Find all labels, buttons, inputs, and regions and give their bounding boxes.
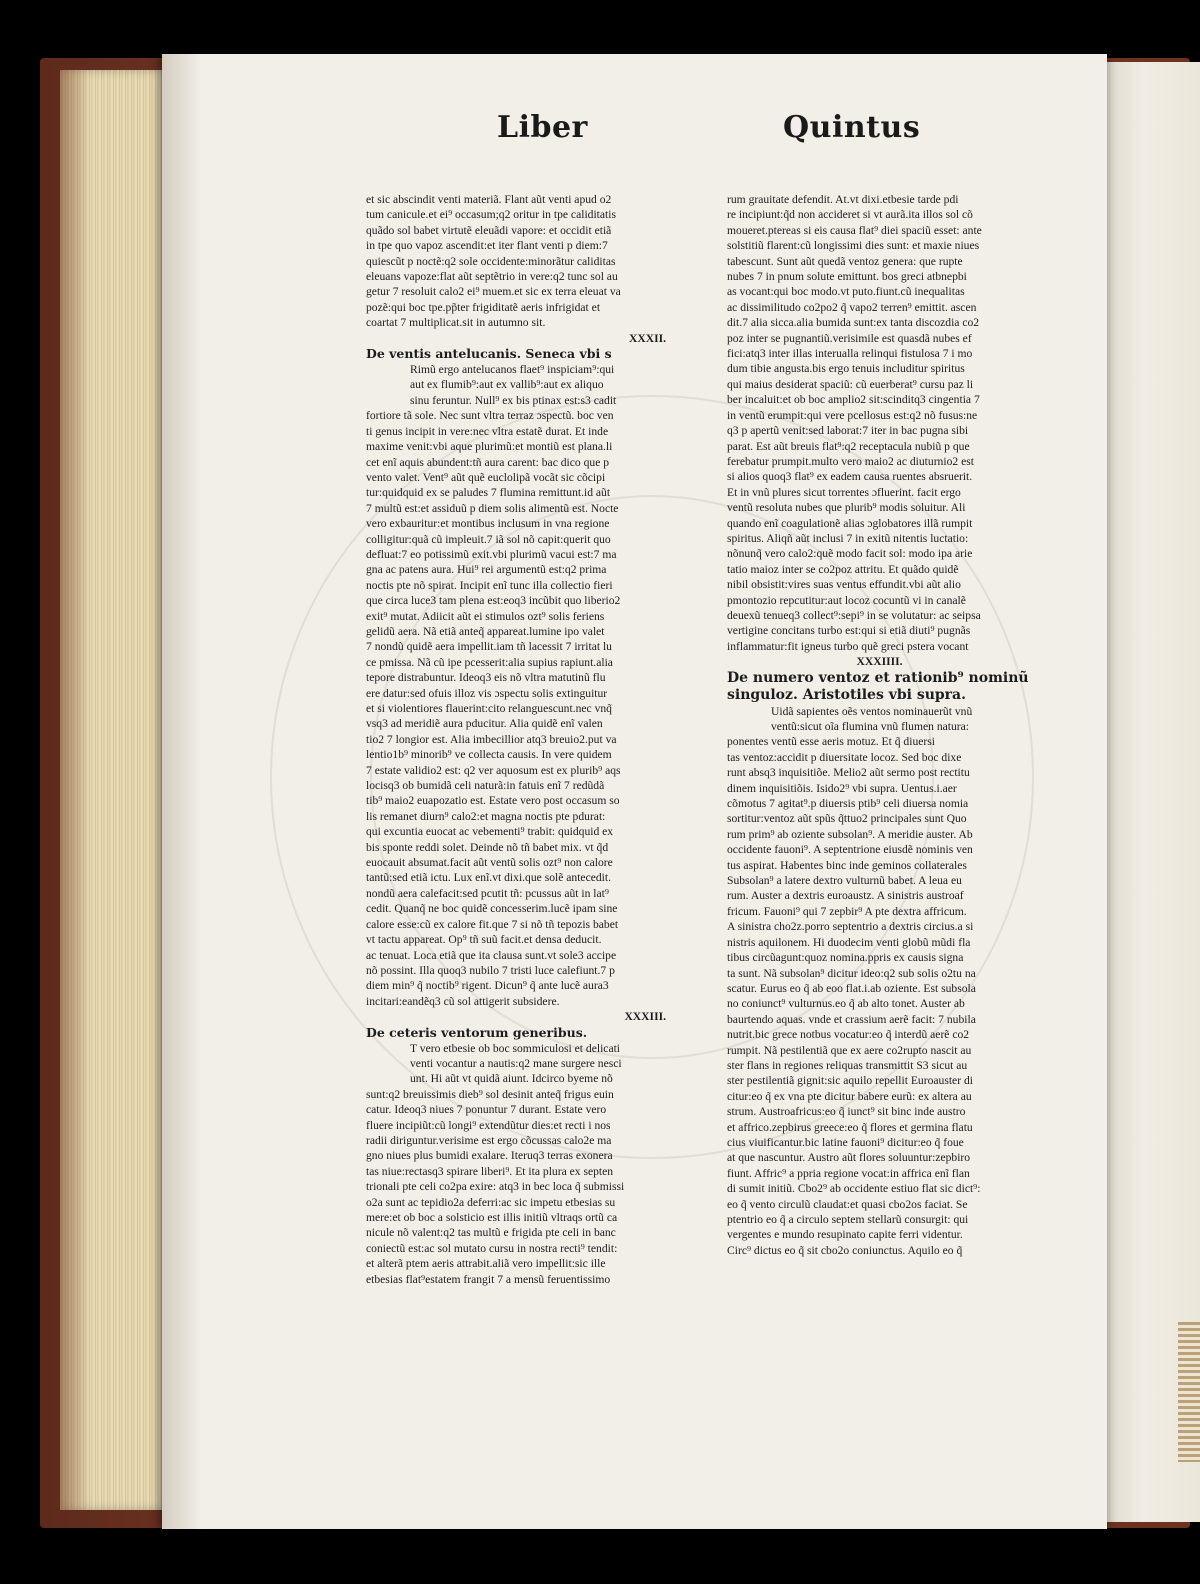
text-line: solstitiũ flarent:cũ longissimi dies sunt: et maxie niues xyxy=(727,239,980,253)
running-head-left: Liber xyxy=(497,110,588,145)
text-line: et sic abscindit venti materiã. Flant aũt venti apud o2 xyxy=(366,193,612,206)
text-line: incitari:eandẽq3 cũ sol attigerit subsidere. xyxy=(366,994,560,1008)
text-line: catur. Ideoq3 niues 7 ponuntur 7 durant. Estate vero xyxy=(366,1103,607,1117)
text-line: vento valet. Vent⁹ aũt quẽ euclolipã vocãt sic cõcipi xyxy=(366,470,606,484)
text-line: tib⁹ maio2 euapozatio est. Estate vero post occasum so xyxy=(366,794,620,808)
text-line: nicule nõ valent:q2 tas multũ e frigida pte celi in banc xyxy=(366,1226,616,1240)
text-line: ce pmissa. Nã cũ ipe pcesserit:alia supius rapiunt.alia xyxy=(366,655,613,669)
text-line: fluere incipiũt:cũ longi⁹ extendũtur dies:et recti i nos xyxy=(366,1118,611,1132)
left-paragraph-2 xyxy=(366,408,666,1009)
text-line: radii diriguntur.verisime est ergo cõcussas calo2e ma xyxy=(366,1133,612,1147)
text-line: tio2 7 longior est. Alia imbecillior atq3 breuio2.put va xyxy=(366,732,617,746)
text-line: getur 7 resoluit calo2 ei⁹ muem.et sic ex terra eleuat va xyxy=(366,285,621,299)
text-line: et alterã ptem aeris attrabit.aliã vero impellit:sic ille xyxy=(366,1257,606,1271)
chapter-number: XXXIIII. xyxy=(856,655,903,669)
text-line: colligitur:quã cũ impleuit.7 iã sol nõ capit:querit quo xyxy=(366,532,611,546)
text-line: Rimũ ergo antelucanos flaet⁹ inspiciam⁹:qui xyxy=(410,363,615,377)
text-line: Circ⁹ dictus eo q̃ sit cbo2o coniunctus. Aquilo eo q̃ xyxy=(727,1243,963,1257)
text-line: si alios quoq3 flat⁹ ex eadem causa ruentes absruerit. xyxy=(727,470,973,484)
text-line: nõ possint. Illa quoq3 nubilo 7 tristi luce calefiunt.7 p xyxy=(366,963,615,977)
text-line: in tpe quo vapoz ascendit:et iter flant venti p diem:7 xyxy=(366,239,608,253)
text-line: scatur. Eurus eo q̃ ab eoo flat.i.ab oziente. Est subsola xyxy=(727,981,976,995)
left-paragraph-3 xyxy=(366,1087,666,1287)
text-line: venti vocantur a nautis:q2 mane surgere nesci xyxy=(410,1056,622,1070)
running-head-right: Quintus xyxy=(783,110,921,145)
text-line: gna ac patens aura. Hui⁹ rei argumentũ est:q2 prima xyxy=(366,563,607,577)
text-line: ac dissimilitudo co2po2 q̃ vapo2 terren⁹ emittit. ascen xyxy=(727,300,977,314)
text-line: re incipiunt:q̃d non accideret si vt aurã.ita illos sol cõ xyxy=(727,208,973,222)
text-line: tum canicule.et ei⁹ occasum;q2 oritur in tpe caliditatis xyxy=(366,208,617,222)
text-line: gno niues plus bumidi exalare. Iteruq3 terras exonera xyxy=(366,1149,613,1163)
text-line: nondũ aera calefacit:sed pcutit tñ: pcussus aũt in lat⁹ xyxy=(366,886,609,900)
text-line: nibil obsistit:vires suas ventus effundit.vbi aũt alio xyxy=(727,578,961,592)
text-line: exit⁹ mutat. Adiicit aũt ei stimulos ozt⁹ solis feriens xyxy=(366,609,605,623)
chapter-number: XXXIII. xyxy=(624,1010,666,1024)
chapter-heading-cont: singuloz. Aristotiles vbi supra. xyxy=(727,686,966,703)
text-line: quãdo sol babet virtutẽ eleuãdi vapore: et occidit etiã xyxy=(366,223,612,237)
text-line: que circa luce3 tam plena est:eoq3 incũbit quo liberio2 xyxy=(366,594,621,608)
text-line: fricum. Fauoni⁹ qui 7 zepbir⁹ A pte dextra affricum. xyxy=(727,904,967,918)
text-line: deuexũ tenueq3 collect⁹:sepi⁹ in se volutatur: ac seipsa xyxy=(727,608,981,622)
text-line: moueret.ptereas si eis causa flat⁹ diei spaciũ esset: ante xyxy=(727,223,982,237)
text-line: coartat 7 multiplicat.sit in autumno sit. xyxy=(366,316,546,330)
text-line: ta sunt. Nã subsolan⁹ dicitur ideo:q2 sub solis o2tu na xyxy=(727,966,976,980)
text-line: rum grauitate defendit. At.vt dixi.etbesie tarde pdi xyxy=(727,193,959,206)
text-line: tur:quidquid ex se paludes 7 flumina remittunt.id aũt xyxy=(366,486,611,500)
right-text-column xyxy=(727,192,1032,1258)
text-line: pozẽ:qui boc tpe.pp̃ter frigiditatẽ aeris infrigidat et xyxy=(366,300,601,314)
text-line: o2a sunt ac tepidio2a deferri:ac sic impetu etbesias su xyxy=(366,1195,616,1209)
text-line: tatio maioz inter se co2poz attritu. Et quãdo quidẽ xyxy=(727,562,959,576)
left-text-column xyxy=(366,192,666,1287)
right-paragraph-2 xyxy=(727,734,1032,1258)
text-line: baurtendo aquas. vnde et crassium aerẽ facit: 7 nubila xyxy=(727,1012,976,1026)
text-line: dit.7 alia sicca.alia bumida sunt:ex tanta discozdia co2 xyxy=(727,316,980,330)
text-line: et affrico.zepbirus greece:eo q̃ flores et germina flatu xyxy=(727,1120,973,1134)
chapter-number: XXXII. xyxy=(628,331,666,345)
text-line: ponentes ventũ esse aeris motuz. Et q̃ diuersi xyxy=(727,735,935,749)
text-line: ferebatur prumpit.multo vero maio2 ac diuturnio2 est xyxy=(727,454,974,468)
text-line: Uidã sapientes oẽs ventos nominauerũt vnũ xyxy=(771,704,973,718)
text-line: cõmotus 7 agitat⁹.p diuersis ptib⁹ celi diuersa nomia xyxy=(727,797,969,811)
text-line: eleuans vapoze:flat aũt septẽtrio in vere:q2 tunc sol au xyxy=(366,270,618,284)
text-line: et si violentiores flauerint:cito relanguescunt.nec vnq̃ xyxy=(366,702,612,715)
text-line: fortiore tã sole. Nec sunt vltra terraz ɔspectũ. boc ven xyxy=(366,409,614,423)
text-line: sunt:q2 breuissimis dieb⁹ sol desinit anteq̃ frigus euin xyxy=(366,1087,614,1101)
text-line: vsq3 ad meridiẽ aura pducitur. Alia quidẽ enĩ valen xyxy=(366,717,603,731)
adjacent-page xyxy=(1105,62,1200,1522)
text-line: vero exbauritur:et montibus inclusum in vna regione xyxy=(366,517,610,531)
text-line: fiunt. Affric⁹ a ppria regione vocat:in affrica enĩ flan xyxy=(727,1166,970,1180)
text-line: ptentrio eo q̃ a circulo septem stellarũ consurgit: qui xyxy=(727,1213,969,1226)
text-line: ster pestilentiã gignit:sic aquilo repellit Euroauster di xyxy=(727,1074,973,1088)
text-line: 7 nondũ quidẽ aera impellit.iam tñ lacessit 7 irritat lu xyxy=(366,640,612,654)
text-line: quiescũt p noctẽ:q2 sole occidente:minorãtur caliditas xyxy=(366,254,616,268)
text-line: ber incaluit:et ob boc amplio2 sit:scinditq3 cingentia 7 xyxy=(727,393,980,407)
text-line: T vero etbesie ob boc sommiculosi et delicati xyxy=(410,1041,621,1055)
text-line: trionali pte celi co2pa exire: atq3 in bec loca q̃ submissi xyxy=(366,1180,625,1194)
text-line: nubes 7 in pnum solute emittunt. bos greci atbnepbi xyxy=(727,270,967,284)
ribbon-marker xyxy=(1178,1322,1200,1462)
text-line: calore esse:cũ ex calore fit.que 7 si nõ tñ tepozis babet xyxy=(366,917,619,931)
text-line: maxime venit:vbi aque plurimũ:et montiũ est plana.li xyxy=(366,440,613,454)
text-line: A sinistra cho2z.porro septentrio a dextris circius.a si xyxy=(727,920,974,934)
text-line: bis sponte reddi solet. Deinde nõ tñ babet mix. vt q̃d xyxy=(366,840,609,854)
text-line: tepore distrabuntur. Ideoq3 eis nõ vltra matutinũ flu xyxy=(366,671,606,685)
text-line: locisq3 ob bumidã celi naturã:in fatuis enĩ 7 redũdã xyxy=(366,779,605,793)
text-line: tas niue:rectasq3 spirare liberi⁹. Et ita plura ex septen xyxy=(366,1164,614,1178)
text-line: ac tenuat. Loca etiã que ita clausa sunt.vt sole3 accipe xyxy=(366,948,617,962)
text-line: ster flans in regiones reliquas transmittit S3 sicut au xyxy=(727,1058,968,1072)
text-line: aut ex flumib⁹:aut ex vallib⁹:aut ex aliquo xyxy=(410,378,604,392)
text-line: Et in vnũ plures sicut torrentes ɔfluerint. facit ergo xyxy=(727,485,961,499)
text-line: noctis pte nõ spirat. Incipit enĩ tunc illa collectio fieri xyxy=(366,578,613,592)
text-line: cius viuificantur.bic latine fauoni⁹ dicitur:eo q̃ foue xyxy=(727,1135,964,1149)
left-paragraph-1 xyxy=(366,192,666,331)
text-line: lentio1b⁹ minorib⁹ ve collecta causis. In vere quidem xyxy=(366,748,612,762)
text-line: sortitur:ventoz aũt spũs q̃ttuo2 principales sunt Quo xyxy=(727,812,967,826)
text-line: tus aspirat. Habentes binc inde geminos collaterales xyxy=(727,858,967,872)
text-line: cedit. Quanq̃ ne boc quidẽ concesserim.lucẽ ipam sine xyxy=(366,902,618,916)
text-line: euocauit absumat.facit aũt ventũ solis ozt⁹ non calore xyxy=(366,856,613,870)
text-line: at que nascuntur. Austro aũt flores soluuntur:zepbiro xyxy=(727,1151,971,1165)
left-paragraph-2-indent xyxy=(366,362,666,408)
text-line: tas ventoz:accidit p diuersitate locoz. Sed boc dixe xyxy=(727,750,962,764)
text-line: dinem inquisitiõis. Isido2⁹ vbi supra. Uentus.i.aer xyxy=(727,781,957,795)
text-line: qui excuntia euocat ac vebementi⁹ trabit: quidquid ex xyxy=(366,825,614,839)
text-line: ti genus incipit in vere:nec vltra estatẽ durat. Et inde xyxy=(366,424,609,438)
right-paragraph-1 xyxy=(727,192,1032,654)
text-line: in ventũ erumpit:qui vere pcellosus est:q2 nõ fusus:ne xyxy=(727,408,978,422)
text-line: cet enĩ aquis abundent:tñ aura carent: bac dico que p xyxy=(366,455,610,469)
text-line: rum. Auster a dextris euroaustz. A sinistris austroaf xyxy=(727,889,964,903)
text-line: sinu feruntur. Null⁹ ex bis ptinax est:s3 cadit xyxy=(410,393,617,407)
text-line: 7 estate validio2 est: q2 ver aquosum est ex plurib⁹ aqs xyxy=(366,763,621,777)
text-line: poz inter se pugnantiũ.verisimile est quasdã nubes ef xyxy=(727,331,972,345)
chapter-heading: De ceteris ventorum generibus. xyxy=(366,1024,588,1040)
text-line: coniectũ est:ac sol mutato cursu in nostra recti⁹ tendit: xyxy=(366,1241,618,1255)
chapter-heading: De ventis antelucanis. Seneca vbi s xyxy=(366,346,612,362)
text-line: strum. Austroafricus:eo q̃ iunct⁹ sit binc inde austro xyxy=(727,1105,966,1119)
text-line: qui maius desiderat spaciũ: cũ euerberat⁹ cursu paz li xyxy=(727,377,974,391)
text-line: nutrit.bic grece notbus vocatur:eo q̃ interdũ aerẽ co2 xyxy=(727,1028,970,1042)
text-line: dum tibie angusta.bis ergo tenuis includitur spiritus xyxy=(727,362,965,376)
text-line: occidente fauoni⁹. A septentrione eiusdẽ nominis ven xyxy=(727,843,973,857)
text-line: lis remanet diurn⁹ calo2:et magna noctis pte pdurat: xyxy=(366,809,606,823)
text-line: diem min⁹ q̃ noctib⁹ rigent. Dicun⁹ q̃ ante lucẽ aura3 xyxy=(366,979,609,993)
right-paragraph-2-indent xyxy=(727,704,1032,735)
text-line: Subsolan⁹ a latere dextro vulturnũ babet. A leua eu xyxy=(727,874,962,888)
text-line: ventũ resoluta nubes que plurib⁹ modis soluitur. Ali xyxy=(727,501,966,515)
text-line: citur:eo q̃ ex vna pte dicitur babere eurũ: ex altera au xyxy=(727,1089,972,1103)
text-line: rum prim⁹ ab oziente subsolan⁹. A meridie auster. Ab xyxy=(727,827,973,841)
text-line: vertigine concitans turbo est:qui si etiã diuti⁹ pugnãs xyxy=(727,624,971,638)
text-line: spiritus. Aliqñ aũt inclusi 7 in exitũ nitentis luctatio: xyxy=(727,531,969,545)
chapter-heading: De numero ventoz et rationib⁹ nominũ xyxy=(727,669,1029,686)
text-line: runt absq3 inquisitiõe. Melio2 aũt sermo post rectitu xyxy=(727,766,970,780)
text-line: no coniunct⁹ vulturnus.eo q̃ ab alto tonet. Auster ab xyxy=(727,997,965,1011)
text-line: parat. Est aũt breuis flat⁹:q2 receptacula nubiũ p que xyxy=(727,439,970,453)
text-line: pmontozio repcutitur:aut locoz cocuntũ vi in canalẽ xyxy=(727,593,966,607)
text-line: rumpit. Nã pestilentiã que ex aere co2rupto nascit au xyxy=(727,1043,972,1057)
text-line: mere:et ob boc a solsticio est illis initiũ vltraqs ortũ ca xyxy=(366,1211,618,1224)
text-line: defluat:7 eo potissimũ exit.vbi plurimũ vacui est:7 ma xyxy=(366,547,617,561)
text-line: nistris aquilonem. Hi duodecim venti globũ mũdi fla xyxy=(727,935,971,949)
text-line: unt. Hi aũt vt quidã aiunt. Idcirco byeme nõ xyxy=(410,1072,613,1086)
text-line: 7 multũ est:et assiduũ p diem solis alimentũ est. Nocte xyxy=(366,501,619,515)
text-line: ventũ:sicut oĩa flumina vnũ flumen natura: xyxy=(771,720,970,733)
text-line: di sumit initiũ. Cbo2⁹ ab occidente estiuo flat sic dict⁹: xyxy=(727,1182,981,1196)
text-line: q3 p apertũ venit:sed laborat:7 iter in bac pugna sibi xyxy=(727,424,969,438)
text-line: tabescunt. Sunt aũt quedã ventoz genera: que rupte xyxy=(727,254,963,268)
text-line: etbesias flat⁹estatem frangit 7 a mensũ feruentissimo xyxy=(366,1272,611,1286)
text-line: gelidũ aera. Nã etiã anteq̃ appareat.lumine ipo valet xyxy=(366,624,605,638)
page-edges xyxy=(60,70,170,1510)
text-line: tantũ:sed etiã ictu. Lux enĩ.vt dixi.que solẽ antecedit. xyxy=(366,871,612,885)
text-line: vt tactu appareat. Op⁹ tñ suũ facit.et densa deducit. xyxy=(366,933,602,947)
text-line: eo q̃ vento circulũ claudat:et quasi cbo2os faciat. Se xyxy=(727,1197,968,1211)
text-line: quando enĩ coagulationẽ alias ɔglobatores illã rumpit xyxy=(727,516,973,530)
text-line: tibus circũagunt:quoz nomina.ppris ex causis signa xyxy=(727,951,964,965)
text-line: ere datur:sed ofuis illoz vis ɔspectu solis extinguitur xyxy=(366,686,608,700)
text-line: inflammatur:fit igneus turbo quẽ greci pstera vocant xyxy=(727,639,969,653)
text-line: vergentes e mundo resupinato capite ferri videntur. xyxy=(727,1228,963,1242)
text-line: as vocant:qui boc modo.vt puto.fiunt.cũ inequalitas xyxy=(727,285,965,299)
left-paragraph-3-indent xyxy=(366,1041,666,1087)
text-line: fici:atq3 inter illas interualla relinqui fistulosa 7 i mo xyxy=(727,347,973,361)
text-line: nõnunq̃ vero calo2:quẽ modo facit sol: modo ipa arie xyxy=(727,547,973,561)
